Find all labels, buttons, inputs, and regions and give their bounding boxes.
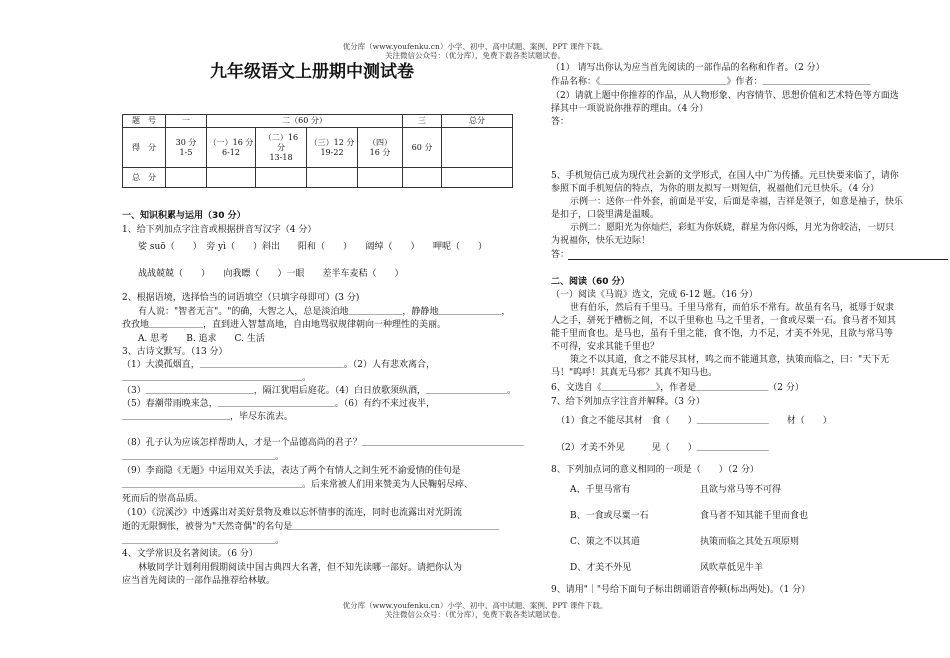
cell-4 <box>307 128 358 168</box>
cell-6: 60 分 <box>403 128 442 168</box>
r23: （2）才美不外见 见（ ）＿＿＿＿＿＿＿＿ <box>556 443 769 453</box>
cell-2 <box>207 128 256 168</box>
cell-2b: 6-12 <box>222 147 240 157</box>
q4b: 应当首先阅读的一部作品推荐给林敏。 <box>122 576 276 586</box>
r11: 为祝福你，快乐无边际！ <box>551 236 651 246</box>
cell-1b: 1-5 <box>179 147 193 157</box>
page-footer-line1: 优分库（www.youfenku.cn）小学、初中、高中试题、案例、PPT 课件下载。 <box>342 601 608 610</box>
option-a-right: 且欲与常马等不可得 <box>700 485 782 495</box>
page-header-line1: 优分库（www.youfenku.cn）小学、初中、高中试题、案例、PPT 课件下载。 <box>342 42 608 51</box>
page-footer-line2: 关注微信公众号：（优分库），免费下载各类试题试卷。 <box>385 610 565 619</box>
q1a: 娑 suō（ ） 旁 yì（ ）斜出 阳和（ ） 阔绰（ ） 呷呢（ ） <box>138 242 488 252</box>
cell-3a: （二）16 <box>263 132 299 142</box>
option-d-left: D、才美不外见 <box>570 563 632 573</box>
q3e: ＿＿＿＿＿＿＿＿＿＿＿＿，毕尽东流去。 <box>122 412 294 422</box>
r10: 示例二：愿阳光为你灿烂，彩虹为你妖娆，群星为你闪烁，月光为你皎洁，一切只 <box>570 223 895 233</box>
q3i: ＿＿＿＿＿＿＿＿＿＿＿＿＿＿＿＿＿＿＿＿。后来常被人们用来赞美为人民鞠躬尽瘁、 <box>122 480 474 490</box>
cell-z5[interactable] <box>358 168 403 188</box>
q1: 1、给下列加点字注音或根据拼音写汉字（4 分） <box>122 225 317 235</box>
cell-2a: （一）16 分 <box>208 137 254 147</box>
row-zongfen: 总 分 <box>123 168 166 188</box>
q2a: 有人说："智者无言"。"的确，大智之人，总是淡泊地＿＿＿＿＿＿，静静地＿＿＿＿＿＿＿， <box>138 307 511 317</box>
cell-4b: 19-22 <box>320 147 344 157</box>
q3g: ＿＿＿＿＿＿＿＿＿＿＿＿＿＿＿＿＿。 <box>122 452 285 462</box>
q3k: （10）《浣溪沙》中透露出对美好景物及难以忘怀情事的流连，同时也流露出对光阴流 <box>122 508 462 518</box>
cell-7[interactable] <box>442 128 513 168</box>
q4: 4、文学常识及名著阅读。（6 分） <box>122 549 258 559</box>
r21: 7、给下列加点字注音并解释。（3 分） <box>551 397 705 407</box>
r18: 策之不以其道，食之不能尽其材，鸣之而不能通其意，执策而临之，曰："天下无 <box>570 355 890 365</box>
r22: （1）食之不能尽其材 食（ ）＿＿＿＿＿＿＿＿ 材（ ） <box>556 416 832 426</box>
r7: 参照下面手机短信的特点，为你的朋友拟写一则短信，祝福他们元旦快乐。（4 分） <box>551 184 880 194</box>
r12: 答： <box>551 250 570 260</box>
cell-3 <box>256 128 307 168</box>
q2c: A. 思考 B. 追求 C. 生活 <box>138 334 265 344</box>
cell-4a: （三）12 分 <box>309 137 355 147</box>
r17: 不可得，安求其能千里也？ <box>551 342 660 352</box>
r1: （1） 请写出你认为应当首先阅读的一部作品的名称和作者。（2 分） <box>551 63 825 73</box>
option-b-right: 食马者不知其能千里而食也 <box>700 511 809 521</box>
r19: 马！"呜呼！其真无马邪？其真不知马也。 <box>551 368 718 378</box>
r8: 示例一：送你一件外套，前面是平安，后面是幸福，吉祥是领子，如意是袖子，快乐 <box>570 197 904 207</box>
th-yi: 一 <box>166 115 207 128</box>
r25: 9、请用"｜"号给下面句子标出朗诵语音停顿(标出两处)。（1 分） <box>551 585 811 595</box>
cell-z7[interactable] <box>442 168 513 188</box>
r3: （2）请就上题中你推荐的作品，从人物形象、内容情节、思想价值和艺术特色等方面选 <box>551 91 899 101</box>
cell-z2[interactable] <box>207 168 256 188</box>
page-header-line2: 关注微信公众号：（优分库），免费下载各类试题试卷。 <box>385 51 565 60</box>
r6: 5、手机短信已成为现代社会新的文学形式，在国人中广为传播。元旦快要来临了，请你 <box>551 171 899 181</box>
r24: 8、下列加点词的意义相同的一项是（ ）（2 分） <box>551 465 759 475</box>
r15: 人之手，骈死于槽枥之间，不以千里称也 马之千里者，一食或尽粟一石。食马者不知其 <box>551 316 896 326</box>
r16: 能千里而食也。是马也，虽有千里之能，食不饱，力不足，才美不外见，且欲与常马等 <box>551 329 894 339</box>
option-c-right: 执策而临之其处五项原则 <box>700 537 800 547</box>
cell-1a: 30 分 <box>175 137 197 147</box>
q3f: （8）孔子认为应该怎样帮助人，才是一个品德高尚的君子？＿＿＿＿＿＿＿＿＿＿＿＿＿＿＿＿＿＿ <box>122 438 524 448</box>
r20: 6、文选自《＿＿＿＿＿＿》，作者是＿＿＿＿＿＿＿＿（2 分） <box>551 383 804 393</box>
section-2-heading: 二、阅读（60 分） <box>551 277 630 287</box>
q3a: （1）大漠孤烟直，＿＿＿＿＿＿＿＿＿＿＿＿＿＿＿＿。（2）人有悲欢离合， <box>122 360 435 370</box>
option-b-left: B、一食或尽粟一石 <box>570 511 649 521</box>
th-er: 二（60 分） <box>207 115 403 128</box>
q2: 2、根据语境，选择恰当的词语填空（只填字母即可）(3 分) <box>122 293 360 303</box>
cell-z6[interactable] <box>403 168 442 188</box>
cell-z1[interactable] <box>166 168 207 188</box>
q3m: ＿＿＿＿＿＿＿＿＿＿＿＿＿＿＿＿＿。 <box>122 536 285 546</box>
r13: （一）阅读《马说》选文，完成 6-12 题。（16 分） <box>551 290 758 300</box>
cell-5a: （四） <box>368 137 392 147</box>
r14: 世有伯乐，然后有千里马。千里马常有，而伯乐不常有。故虽有名马，祗辱于奴隶 <box>570 303 895 313</box>
section-1-heading: 一、知识积累与运用（30 分） <box>122 211 246 221</box>
th-san: 三 <box>403 115 442 128</box>
q2b: 孜孜地＿＿＿＿＿＿，直到进入智慧高地，自由地骂驭规律朝向一种理性的美丽。 <box>122 320 447 330</box>
cell-5b: 16 分 <box>369 147 391 157</box>
r5: 答： <box>551 117 570 127</box>
cell-1 <box>166 128 207 168</box>
q3j: 死而后的崇高品质。 <box>122 494 204 504</box>
th-tihao: 题 号 <box>123 115 166 128</box>
score-table <box>122 114 513 188</box>
q3d: （5）春潮带雨晚来急，＿＿＿＿＿＿＿＿＿＿＿＿＿。（6）有约不来过夜半， <box>122 399 435 409</box>
cell-z3[interactable] <box>256 168 307 188</box>
q4a: 林敏同学计划利用假期阅读中国古典四大名著，但不知先读哪一部好。请把你认为 <box>138 563 463 573</box>
q3b: ＿＿＿＿＿＿＿＿＿＿＿＿＿＿＿＿＿＿＿＿。 <box>122 373 312 383</box>
r2: 作品名称：《＿＿＿＿＿＿＿＿＿＿＿＿＿＿》作者：＿＿＿＿＿＿＿＿＿＿＿＿ <box>551 77 871 87</box>
r9: 是扣子，口袋里满是温暖。 <box>551 210 660 220</box>
th-total: 总分 <box>442 115 513 128</box>
q3c: （3）＿＿＿＿＿＿＿＿＿＿＿＿，隔江犹唱后庭花。（4）白日放歌须纵酒，＿＿＿＿＿＿＿＿＿。 <box>122 386 516 396</box>
option-a-left: A、千里马常有 <box>570 485 631 495</box>
answer-line[interactable] <box>568 259 948 260</box>
option-c-left: C、策之不以其道 <box>570 537 640 547</box>
q3h: （9）李商隐《无题》中运用双关手法，表达了两个有情人之间生死不渝爱情的佳句是 <box>122 466 461 476</box>
cell-3c: 13-18 <box>269 152 293 162</box>
cell-z4[interactable] <box>307 168 358 188</box>
q3: 3、古诗文默写。（13 分） <box>122 347 228 357</box>
row-defen: 得 分 <box>123 128 166 168</box>
cell-5 <box>358 128 403 168</box>
option-d-right: 风吹草低见牛羊 <box>700 563 764 573</box>
page-title: 九年级语文上册期中测试卷 <box>210 62 414 82</box>
q3l: 逝的无限惆怅，被誉为"天然奇偶"的名句是＿＿＿＿＿＿＿＿＿＿＿＿＿＿＿＿＿＿＿＿＿＿＿ <box>122 522 500 532</box>
cell-3b: 分 <box>277 142 285 152</box>
r4: 择其中一项说说你推荐的理由。（4 分） <box>551 104 709 114</box>
q1b: 战战兢兢（ ） 向我瞟（ ）一眼 差半车麦秸（ ） <box>138 269 404 279</box>
